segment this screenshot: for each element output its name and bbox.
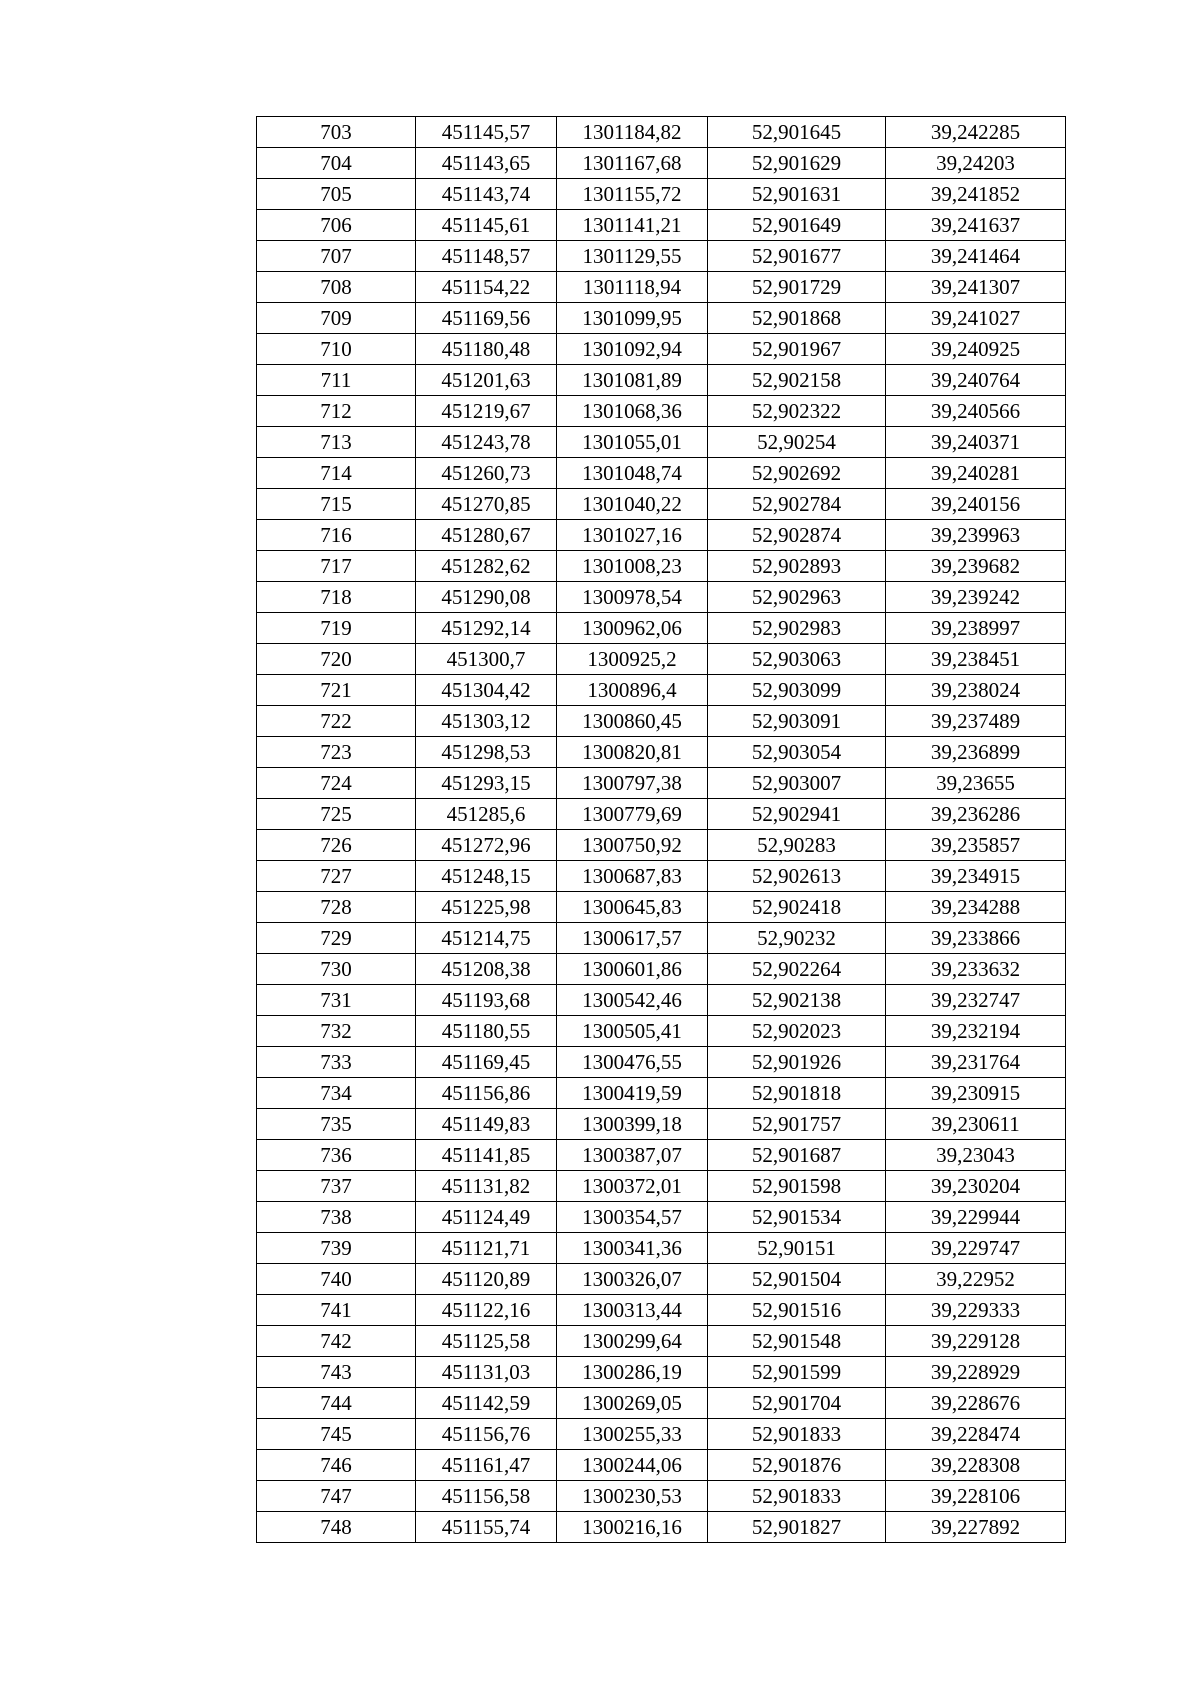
x-coordinate-cell: 451304,42 — [416, 675, 557, 706]
table-row — [257, 582, 1066, 613]
table-row — [257, 396, 1066, 427]
table-row — [257, 768, 1066, 799]
point-number-cell: 738 — [257, 1202, 416, 1233]
latitude-cell: 52,901687 — [708, 1140, 886, 1171]
point-number-cell: 724 — [257, 768, 416, 799]
table-row — [257, 1295, 1066, 1326]
table-row — [257, 117, 1066, 148]
point-number-cell: 722 — [257, 706, 416, 737]
y-coordinate-cell: 1301008,23 — [557, 551, 708, 582]
longitude-cell: 39,240371 — [886, 427, 1066, 458]
longitude-cell: 39,229333 — [886, 1295, 1066, 1326]
longitude-cell: 39,240566 — [886, 396, 1066, 427]
point-number-cell: 744 — [257, 1388, 416, 1419]
point-number-cell: 705 — [257, 179, 416, 210]
latitude-cell: 52,901534 — [708, 1202, 886, 1233]
x-coordinate-cell: 451208,38 — [416, 954, 557, 985]
x-coordinate-cell: 451121,71 — [416, 1233, 557, 1264]
x-coordinate-cell: 451156,58 — [416, 1481, 557, 1512]
longitude-cell: 39,241637 — [886, 210, 1066, 241]
y-coordinate-cell: 1300820,81 — [557, 737, 708, 768]
point-number-cell: 723 — [257, 737, 416, 768]
longitude-cell: 39,236899 — [886, 737, 1066, 768]
x-coordinate-cell: 451142,59 — [416, 1388, 557, 1419]
longitude-cell: 39,234288 — [886, 892, 1066, 923]
latitude-cell: 52,903063 — [708, 644, 886, 675]
latitude-cell: 52,902692 — [708, 458, 886, 489]
table-row — [257, 985, 1066, 1016]
x-coordinate-cell: 451154,22 — [416, 272, 557, 303]
point-number-cell: 741 — [257, 1295, 416, 1326]
x-coordinate-cell: 451156,76 — [416, 1419, 557, 1450]
y-coordinate-cell: 1300286,19 — [557, 1357, 708, 1388]
latitude-cell: 52,901598 — [708, 1171, 886, 1202]
point-number-cell: 712 — [257, 396, 416, 427]
point-number-cell: 718 — [257, 582, 416, 613]
y-coordinate-cell: 1300387,07 — [557, 1140, 708, 1171]
longitude-cell: 39,240925 — [886, 334, 1066, 365]
table-row — [257, 644, 1066, 675]
y-coordinate-cell: 1300797,38 — [557, 768, 708, 799]
point-number-cell: 735 — [257, 1109, 416, 1140]
latitude-cell: 52,901516 — [708, 1295, 886, 1326]
table-row — [257, 427, 1066, 458]
y-coordinate-cell: 1300896,4 — [557, 675, 708, 706]
longitude-cell: 39,241852 — [886, 179, 1066, 210]
longitude-cell: 39,238024 — [886, 675, 1066, 706]
coordinates-table — [256, 116, 1066, 1543]
table-row — [257, 923, 1066, 954]
x-coordinate-cell: 451145,61 — [416, 210, 557, 241]
point-number-cell: 721 — [257, 675, 416, 706]
table-row — [257, 830, 1066, 861]
x-coordinate-cell: 451272,96 — [416, 830, 557, 861]
x-coordinate-cell: 451122,16 — [416, 1295, 557, 1326]
point-number-cell: 734 — [257, 1078, 416, 1109]
y-coordinate-cell: 1300978,54 — [557, 582, 708, 613]
latitude-cell: 52,901868 — [708, 303, 886, 334]
latitude-cell: 52,901757 — [708, 1109, 886, 1140]
latitude-cell: 52,901631 — [708, 179, 886, 210]
x-coordinate-cell: 451300,7 — [416, 644, 557, 675]
point-number-cell: 714 — [257, 458, 416, 489]
latitude-cell: 52,902963 — [708, 582, 886, 613]
y-coordinate-cell: 1300326,07 — [557, 1264, 708, 1295]
x-coordinate-cell: 451219,67 — [416, 396, 557, 427]
point-number-cell: 720 — [257, 644, 416, 675]
table-row — [257, 892, 1066, 923]
longitude-cell: 39,22952 — [886, 1264, 1066, 1295]
latitude-cell: 52,901827 — [708, 1512, 886, 1543]
latitude-cell: 52,90151 — [708, 1233, 886, 1264]
latitude-cell: 52,901629 — [708, 148, 886, 179]
point-number-cell: 717 — [257, 551, 416, 582]
latitude-cell: 52,902138 — [708, 985, 886, 1016]
y-coordinate-cell: 1300313,44 — [557, 1295, 708, 1326]
table-row — [257, 1326, 1066, 1357]
longitude-cell: 39,241307 — [886, 272, 1066, 303]
y-coordinate-cell: 1300341,36 — [557, 1233, 708, 1264]
table-row — [257, 303, 1066, 334]
point-number-cell: 743 — [257, 1357, 416, 1388]
point-number-cell: 747 — [257, 1481, 416, 1512]
y-coordinate-cell: 1301141,21 — [557, 210, 708, 241]
y-coordinate-cell: 1300645,83 — [557, 892, 708, 923]
table-row — [257, 1047, 1066, 1078]
y-coordinate-cell: 1300399,18 — [557, 1109, 708, 1140]
point-number-cell: 703 — [257, 117, 416, 148]
latitude-cell: 52,901818 — [708, 1078, 886, 1109]
x-coordinate-cell: 451280,67 — [416, 520, 557, 551]
x-coordinate-cell: 451156,86 — [416, 1078, 557, 1109]
longitude-cell: 39,229128 — [886, 1326, 1066, 1357]
longitude-cell: 39,239242 — [886, 582, 1066, 613]
latitude-cell: 52,902983 — [708, 613, 886, 644]
point-number-cell: 704 — [257, 148, 416, 179]
latitude-cell: 52,902418 — [708, 892, 886, 923]
x-coordinate-cell: 451298,53 — [416, 737, 557, 768]
point-number-cell: 715 — [257, 489, 416, 520]
latitude-cell: 52,902023 — [708, 1016, 886, 1047]
table-row — [257, 954, 1066, 985]
longitude-cell: 39,239963 — [886, 520, 1066, 551]
y-coordinate-cell: 1301184,82 — [557, 117, 708, 148]
y-coordinate-cell: 1301055,01 — [557, 427, 708, 458]
y-coordinate-cell: 1300750,92 — [557, 830, 708, 861]
table-row — [257, 148, 1066, 179]
x-coordinate-cell: 451155,74 — [416, 1512, 557, 1543]
table-row — [257, 179, 1066, 210]
x-coordinate-cell: 451145,57 — [416, 117, 557, 148]
latitude-cell: 52,903091 — [708, 706, 886, 737]
x-coordinate-cell: 451180,55 — [416, 1016, 557, 1047]
x-coordinate-cell: 451148,57 — [416, 241, 557, 272]
longitude-cell: 39,24203 — [886, 148, 1066, 179]
y-coordinate-cell: 1300779,69 — [557, 799, 708, 830]
latitude-cell: 52,90283 — [708, 830, 886, 861]
longitude-cell: 39,228106 — [886, 1481, 1066, 1512]
table-row — [257, 1512, 1066, 1543]
longitude-cell: 39,231764 — [886, 1047, 1066, 1078]
y-coordinate-cell: 1300419,59 — [557, 1078, 708, 1109]
latitude-cell: 52,903054 — [708, 737, 886, 768]
longitude-cell: 39,228308 — [886, 1450, 1066, 1481]
y-coordinate-cell: 1301092,94 — [557, 334, 708, 365]
y-coordinate-cell: 1300269,05 — [557, 1388, 708, 1419]
table-row — [257, 1450, 1066, 1481]
y-coordinate-cell: 1300476,55 — [557, 1047, 708, 1078]
longitude-cell: 39,232194 — [886, 1016, 1066, 1047]
table-row — [257, 1078, 1066, 1109]
table-row — [257, 458, 1066, 489]
latitude-cell: 52,901833 — [708, 1481, 886, 1512]
y-coordinate-cell: 1300962,06 — [557, 613, 708, 644]
latitude-cell: 52,901967 — [708, 334, 886, 365]
latitude-cell: 52,90232 — [708, 923, 886, 954]
x-coordinate-cell: 451125,58 — [416, 1326, 557, 1357]
x-coordinate-cell: 451285,6 — [416, 799, 557, 830]
y-coordinate-cell: 1300354,57 — [557, 1202, 708, 1233]
table-row — [257, 365, 1066, 396]
latitude-cell: 52,901645 — [708, 117, 886, 148]
point-number-cell: 713 — [257, 427, 416, 458]
latitude-cell: 52,902613 — [708, 861, 886, 892]
point-number-cell: 725 — [257, 799, 416, 830]
x-coordinate-cell: 451290,08 — [416, 582, 557, 613]
y-coordinate-cell: 1301129,55 — [557, 241, 708, 272]
table-row — [257, 1171, 1066, 1202]
longitude-cell: 39,230915 — [886, 1078, 1066, 1109]
y-coordinate-cell: 1300299,64 — [557, 1326, 708, 1357]
y-coordinate-cell: 1301118,94 — [557, 272, 708, 303]
point-number-cell: 716 — [257, 520, 416, 551]
point-number-cell: 708 — [257, 272, 416, 303]
x-coordinate-cell: 451169,45 — [416, 1047, 557, 1078]
point-number-cell: 739 — [257, 1233, 416, 1264]
longitude-cell: 39,240156 — [886, 489, 1066, 520]
table-row — [257, 1202, 1066, 1233]
longitude-cell: 39,236286 — [886, 799, 1066, 830]
y-coordinate-cell: 1300542,46 — [557, 985, 708, 1016]
table-row — [257, 675, 1066, 706]
longitude-cell: 39,242285 — [886, 117, 1066, 148]
point-number-cell: 740 — [257, 1264, 416, 1295]
latitude-cell: 52,902784 — [708, 489, 886, 520]
x-coordinate-cell: 451243,78 — [416, 427, 557, 458]
longitude-cell: 39,234915 — [886, 861, 1066, 892]
y-coordinate-cell: 1300255,33 — [557, 1419, 708, 1450]
y-coordinate-cell: 1300372,01 — [557, 1171, 708, 1202]
coordinates-table-body — [257, 117, 1066, 1543]
table-row — [257, 706, 1066, 737]
latitude-cell: 52,901729 — [708, 272, 886, 303]
x-coordinate-cell: 451270,85 — [416, 489, 557, 520]
latitude-cell: 52,901548 — [708, 1326, 886, 1357]
point-number-cell: 731 — [257, 985, 416, 1016]
table-row — [257, 210, 1066, 241]
y-coordinate-cell: 1301068,36 — [557, 396, 708, 427]
point-number-cell: 726 — [257, 830, 416, 861]
table-row — [257, 1233, 1066, 1264]
longitude-cell: 39,238997 — [886, 613, 1066, 644]
longitude-cell: 39,233632 — [886, 954, 1066, 985]
x-coordinate-cell: 451193,68 — [416, 985, 557, 1016]
x-coordinate-cell: 451201,63 — [416, 365, 557, 396]
longitude-cell: 39,23655 — [886, 768, 1066, 799]
y-coordinate-cell: 1301167,68 — [557, 148, 708, 179]
point-number-cell: 737 — [257, 1171, 416, 1202]
table-row — [257, 613, 1066, 644]
longitude-cell: 39,237489 — [886, 706, 1066, 737]
latitude-cell: 52,902158 — [708, 365, 886, 396]
point-number-cell: 706 — [257, 210, 416, 241]
table-row — [257, 1419, 1066, 1450]
latitude-cell: 52,902893 — [708, 551, 886, 582]
y-coordinate-cell: 1300687,83 — [557, 861, 708, 892]
x-coordinate-cell: 451124,49 — [416, 1202, 557, 1233]
y-coordinate-cell: 1300230,53 — [557, 1481, 708, 1512]
table-row — [257, 1109, 1066, 1140]
latitude-cell: 52,902941 — [708, 799, 886, 830]
table-row — [257, 334, 1066, 365]
point-number-cell: 728 — [257, 892, 416, 923]
point-number-cell: 733 — [257, 1047, 416, 1078]
longitude-cell: 39,227892 — [886, 1512, 1066, 1543]
x-coordinate-cell: 451282,62 — [416, 551, 557, 582]
latitude-cell: 52,901677 — [708, 241, 886, 272]
longitude-cell: 39,232747 — [886, 985, 1066, 1016]
longitude-cell: 39,228676 — [886, 1388, 1066, 1419]
longitude-cell: 39,23043 — [886, 1140, 1066, 1171]
longitude-cell: 39,228474 — [886, 1419, 1066, 1450]
y-coordinate-cell: 1301048,74 — [557, 458, 708, 489]
latitude-cell: 52,901833 — [708, 1419, 886, 1450]
table-row — [257, 1016, 1066, 1047]
table-row — [257, 861, 1066, 892]
point-number-cell: 707 — [257, 241, 416, 272]
table-row — [257, 241, 1066, 272]
y-coordinate-cell: 1300925,2 — [557, 644, 708, 675]
x-coordinate-cell: 451260,73 — [416, 458, 557, 489]
x-coordinate-cell: 451131,03 — [416, 1357, 557, 1388]
x-coordinate-cell: 451293,15 — [416, 768, 557, 799]
y-coordinate-cell: 1301027,16 — [557, 520, 708, 551]
point-number-cell: 742 — [257, 1326, 416, 1357]
table-row — [257, 1357, 1066, 1388]
point-number-cell: 710 — [257, 334, 416, 365]
x-coordinate-cell: 451143,74 — [416, 179, 557, 210]
longitude-cell: 39,240281 — [886, 458, 1066, 489]
y-coordinate-cell: 1300601,86 — [557, 954, 708, 985]
longitude-cell: 39,233866 — [886, 923, 1066, 954]
point-number-cell: 711 — [257, 365, 416, 396]
table-row — [257, 799, 1066, 830]
y-coordinate-cell: 1301099,95 — [557, 303, 708, 334]
latitude-cell: 52,902874 — [708, 520, 886, 551]
y-coordinate-cell: 1300216,16 — [557, 1512, 708, 1543]
x-coordinate-cell: 451292,14 — [416, 613, 557, 644]
table-row — [257, 1481, 1066, 1512]
x-coordinate-cell: 451248,15 — [416, 861, 557, 892]
longitude-cell: 39,238451 — [886, 644, 1066, 675]
point-number-cell: 727 — [257, 861, 416, 892]
y-coordinate-cell: 1300505,41 — [557, 1016, 708, 1047]
latitude-cell: 52,901926 — [708, 1047, 886, 1078]
latitude-cell: 52,902264 — [708, 954, 886, 985]
x-coordinate-cell: 451143,65 — [416, 148, 557, 179]
latitude-cell: 52,902322 — [708, 396, 886, 427]
latitude-cell: 52,901599 — [708, 1357, 886, 1388]
point-number-cell: 709 — [257, 303, 416, 334]
y-coordinate-cell: 1300860,45 — [557, 706, 708, 737]
latitude-cell: 52,901649 — [708, 210, 886, 241]
latitude-cell: 52,903099 — [708, 675, 886, 706]
longitude-cell: 39,228929 — [886, 1357, 1066, 1388]
x-coordinate-cell: 451131,82 — [416, 1171, 557, 1202]
latitude-cell: 52,903007 — [708, 768, 886, 799]
latitude-cell: 52,901504 — [708, 1264, 886, 1295]
x-coordinate-cell: 451120,89 — [416, 1264, 557, 1295]
longitude-cell: 39,241027 — [886, 303, 1066, 334]
longitude-cell: 39,230204 — [886, 1171, 1066, 1202]
longitude-cell: 39,241464 — [886, 241, 1066, 272]
x-coordinate-cell: 451141,85 — [416, 1140, 557, 1171]
x-coordinate-cell: 451161,47 — [416, 1450, 557, 1481]
x-coordinate-cell: 451303,12 — [416, 706, 557, 737]
point-number-cell: 746 — [257, 1450, 416, 1481]
x-coordinate-cell: 451214,75 — [416, 923, 557, 954]
table-row — [257, 737, 1066, 768]
table-row — [257, 1140, 1066, 1171]
y-coordinate-cell: 1300244,06 — [557, 1450, 708, 1481]
y-coordinate-cell: 1300617,57 — [557, 923, 708, 954]
longitude-cell: 39,235857 — [886, 830, 1066, 861]
point-number-cell: 745 — [257, 1419, 416, 1450]
table-row — [257, 1388, 1066, 1419]
x-coordinate-cell: 451180,48 — [416, 334, 557, 365]
latitude-cell: 52,90254 — [708, 427, 886, 458]
point-number-cell: 748 — [257, 1512, 416, 1543]
table-row — [257, 551, 1066, 582]
longitude-cell: 39,239682 — [886, 551, 1066, 582]
table-row — [257, 489, 1066, 520]
table-row — [257, 272, 1066, 303]
y-coordinate-cell: 1301040,22 — [557, 489, 708, 520]
point-number-cell: 729 — [257, 923, 416, 954]
point-number-cell: 736 — [257, 1140, 416, 1171]
point-number-cell: 719 — [257, 613, 416, 644]
x-coordinate-cell: 451169,56 — [416, 303, 557, 334]
longitude-cell: 39,240764 — [886, 365, 1066, 396]
x-coordinate-cell: 451225,98 — [416, 892, 557, 923]
latitude-cell: 52,901876 — [708, 1450, 886, 1481]
table-row — [257, 520, 1066, 551]
x-coordinate-cell: 451149,83 — [416, 1109, 557, 1140]
point-number-cell: 730 — [257, 954, 416, 985]
point-number-cell: 732 — [257, 1016, 416, 1047]
table-row — [257, 1264, 1066, 1295]
longitude-cell: 39,229747 — [886, 1233, 1066, 1264]
longitude-cell: 39,230611 — [886, 1109, 1066, 1140]
y-coordinate-cell: 1301081,89 — [557, 365, 708, 396]
y-coordinate-cell: 1301155,72 — [557, 179, 708, 210]
latitude-cell: 52,901704 — [708, 1388, 886, 1419]
longitude-cell: 39,229944 — [886, 1202, 1066, 1233]
